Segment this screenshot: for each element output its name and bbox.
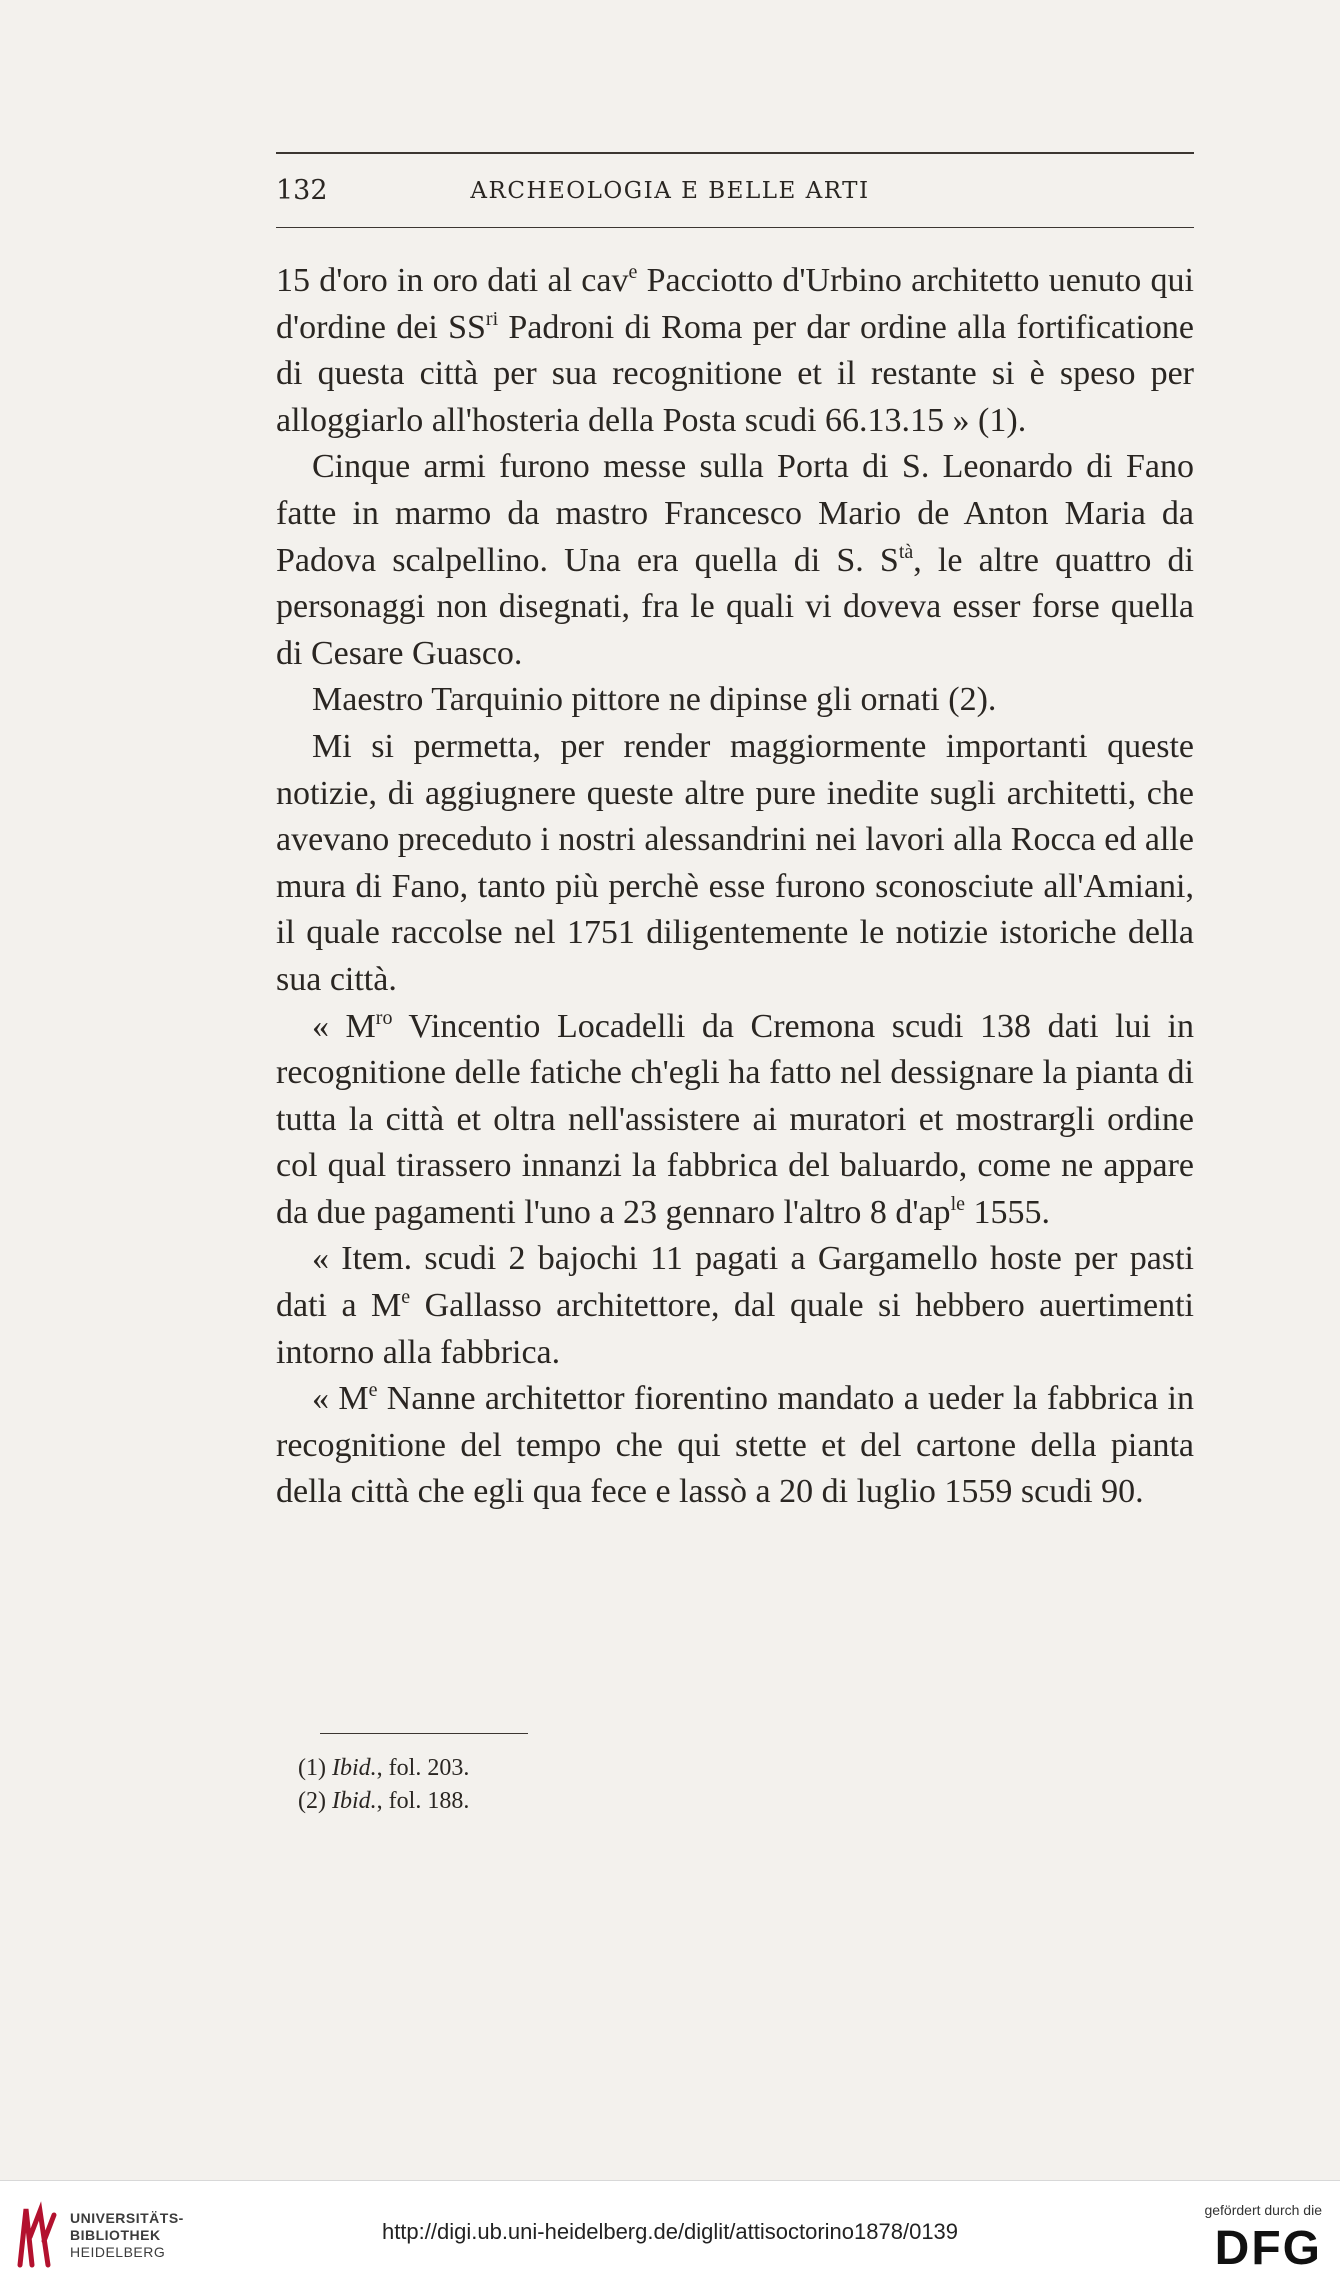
- library-name-line-2: BIBLIOTHEK: [70, 2227, 161, 2243]
- para2-text-b: , le altre quattro di personaggi non disegnati, fra le quali vi doveva esser forse quella di Cesare Guasco.: [276, 541, 1194, 672]
- para5-text: « M: [312, 1007, 376, 1045]
- footnote-1: [298, 1752, 798, 1785]
- para2-superscript: tà: [898, 540, 914, 563]
- para7-superscript: e: [368, 1379, 378, 1402]
- footnotes: [298, 1752, 798, 1818]
- para6-text: « Item. scudi 2 bajochi 11 pagati a Gargamello hoste per pasti dati a M: [276, 1240, 1194, 1325]
- library-name-line-3: HEIDELBERG: [70, 2244, 166, 2260]
- para5-superscript-2: le: [950, 1192, 965, 1215]
- footnote-mark: (1): [298, 1755, 326, 1781]
- paragraph-5: [276, 1004, 1194, 1237]
- viewer-footer: [0, 2180, 1340, 2291]
- para6-superscript: e: [401, 1286, 411, 1309]
- page-number: 132: [276, 175, 328, 206]
- header-bottom-rule: [276, 227, 1194, 228]
- funding-caption: gefördert durch die: [1204, 2202, 1322, 2218]
- footnote-rule: [320, 1733, 528, 1734]
- paragraph-1: [276, 258, 1194, 444]
- footnote-ref: Ibid.: [331, 1755, 377, 1781]
- para2-text: Cinque armi furono messe sulla Porta di S. Leonardo di Fano fatte in marmo da mastro Francesco Mario de Anton Maria da Padova scalpellino. Una era quella di S. S: [276, 448, 1194, 579]
- para5-superscript: ro: [375, 1006, 393, 1029]
- para7-text-b: Nanne architettor fiorentino mandato a ueder la fabbrica in recognitione del tempo che qui stette et del cartone della pianta della città che egli qua fece e lassò a 20 di luglio 1559 scudi 90.: [276, 1380, 1195, 1511]
- paragraph-6: [276, 1236, 1194, 1376]
- para6-text-b: Gallasso architettore, dal quale si hebbero auertimenti intorno alla fabbrica.: [276, 1287, 1194, 1371]
- footnote-ref: Ibid.: [331, 1788, 377, 1814]
- para1-superscript-2: ri: [485, 307, 499, 330]
- footnote-rest: , fol. 203.: [376, 1755, 470, 1781]
- running-title: ARCHEOLOGIA E BELLE ARTI: [470, 178, 870, 204]
- para1-superscript: e: [628, 261, 638, 283]
- para7-text: « M: [312, 1380, 369, 1418]
- paragraph-3: Maestro Tarquinio pittore ne dipinse gli ornati (2).: [312, 681, 997, 719]
- body-text: [276, 258, 1194, 1516]
- paragraph-2: [276, 444, 1194, 677]
- para1-text-b: Pacciotto d'Urbino architetto uenuto qui d'ordine dei SS: [276, 262, 1194, 346]
- para1-text: 15 d'oro in oro dati al cav: [276, 262, 629, 299]
- para1-text-c: Padroni di Roma per dar ordine alla fortificatione di questa città per sua recognitione et il restante si è speso per alloggiarlo all'hosteria della Posta scudi 66.13.15 » (1).: [276, 308, 1194, 439]
- footnote-2: [298, 1785, 798, 1818]
- paragraph-7: [276, 1376, 1194, 1516]
- footnote-rest: , fol. 188.: [376, 1788, 470, 1814]
- permalink-url[interactable]: http://digi.ub.uni-heidelberg.de/diglit/attisoctorino1878/0139: [381, 2219, 959, 2244]
- footnote-mark: (2): [298, 1788, 326, 1814]
- paragraph-4: Mi si permetta, per render maggiormente importanti queste notizie, di aggiugnere queste altre pure inedite sugli architetti, che avevano preceduto i nostri alessandrini nei lavori alla Rocca ed alle mura di Fano, tanto più perchè esse furono sconosciute all'Amiani, il quale raccolse nel 1751 diligentemente le notizie istoriche della sua città.: [276, 727, 1194, 998]
- library-name-line-1: UNIVERSITÄTS-: [70, 2210, 184, 2226]
- para5-text-c: 1555.: [965, 1193, 1050, 1231]
- header-top-rule: [276, 152, 1194, 154]
- para5-text-b: Vincentio Locadelli da Cremona scudi 138 dati lui in recognitione delle fatiche ch'egli ha fatto nel dessignare la pianta di tutta la città et oltra nell'assistere ai muratori et mostrargli ordine col qual tirassero innanzi la fabbrica del baluardo, come ne appare da due pagamenti l'uno a 23 gennaro l'altro 8 d'ap: [276, 1007, 1194, 1231]
- dfg-logo: DFG: [1214, 2222, 1322, 2275]
